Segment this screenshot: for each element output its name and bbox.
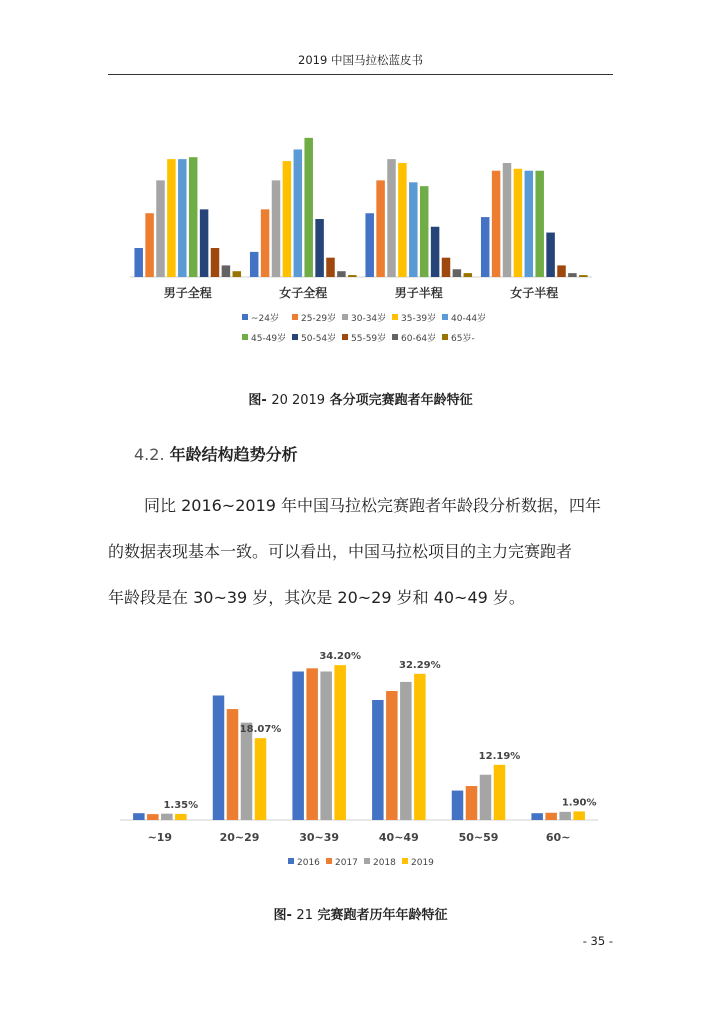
figure-20-chart bbox=[120, 128, 600, 358]
bar-20-0-6 bbox=[200, 209, 209, 277]
bar-21-5-3 bbox=[573, 811, 585, 820]
category-label-21-0: ~19 bbox=[147, 831, 173, 844]
legend-swatch-20-4 bbox=[442, 314, 448, 320]
bar-20-0-7 bbox=[211, 248, 220, 277]
figure-21-caption-text: 完赛跑者历年年龄特征 bbox=[317, 908, 448, 923]
bar-20-1-3 bbox=[283, 161, 292, 277]
figure-21-caption-prefix: 图- bbox=[273, 908, 292, 923]
bar-20-3-9 bbox=[579, 275, 588, 277]
figure-20-caption bbox=[108, 389, 613, 408]
bar-20-3-0 bbox=[481, 217, 490, 277]
bar-21-1-1 bbox=[227, 709, 239, 820]
section-number: 4.2. bbox=[134, 445, 165, 464]
category-label-21-3: 40~49 bbox=[378, 831, 419, 844]
bar-20-0-4 bbox=[178, 159, 187, 277]
bar-21-5-0 bbox=[531, 813, 543, 820]
bar-20-3-3 bbox=[514, 169, 523, 277]
bar-20-3-8 bbox=[568, 273, 577, 277]
bar-21-3-2 bbox=[400, 682, 412, 820]
legend-swatch-20-9 bbox=[442, 334, 448, 340]
bar-20-2-3 bbox=[398, 163, 407, 277]
bar-20-3-1 bbox=[492, 171, 501, 277]
category-label-20-1: 女子全程 bbox=[279, 286, 328, 300]
legend-swatch-20-8 bbox=[392, 334, 398, 340]
legend-swatch-20-7 bbox=[342, 334, 348, 340]
legend-label-20-7: 55-59岁 bbox=[351, 334, 387, 344]
bar-21-1-0 bbox=[213, 695, 225, 820]
bar-21-5-2 bbox=[559, 812, 571, 820]
header-title: 2019 中国马拉松蓝皮书 bbox=[298, 53, 423, 67]
category-label-21-2: 30~39 bbox=[299, 831, 340, 844]
bar-20-3-5 bbox=[535, 171, 544, 277]
bar-20-1-8 bbox=[337, 271, 346, 277]
bar-21-4-1 bbox=[466, 786, 478, 820]
section-title: 年龄结构趋势分析 bbox=[169, 445, 298, 464]
category-label-21-1: 20~29 bbox=[219, 831, 260, 844]
bar-20-3-7 bbox=[557, 265, 566, 277]
bar-20-2-8 bbox=[453, 269, 462, 277]
bar-21-4-3 bbox=[494, 765, 506, 820]
legend-label-20-8: 60-64岁 bbox=[401, 334, 437, 344]
bar-21-2-3 bbox=[334, 665, 346, 820]
figure-21-chart bbox=[118, 645, 598, 875]
paragraph-line-1: 同比 2016~2019 年中国马拉松完赛跑者年龄段分析数据，四年 bbox=[144, 496, 602, 515]
bar-21-4-2 bbox=[480, 775, 492, 820]
category-label-20-3: 女子半程 bbox=[510, 286, 559, 300]
bar-21-5-1 bbox=[545, 813, 557, 820]
bar-20-1-5 bbox=[304, 138, 313, 277]
page-number: - 35 - bbox=[582, 934, 613, 948]
bar-20-3-2 bbox=[503, 163, 512, 277]
legend-swatch-20-0 bbox=[242, 314, 248, 320]
bar-20-0-1 bbox=[145, 213, 154, 277]
paragraph-line-2: 的数据表现基本一致。可以看出，中国马拉松项目的主力完赛跑者 bbox=[108, 542, 573, 561]
bar-21-2-2 bbox=[320, 671, 332, 820]
data-label-21-2: 34.20% bbox=[319, 651, 361, 663]
legend-swatch-20-1 bbox=[292, 314, 298, 320]
bar-20-0-2 bbox=[156, 180, 165, 277]
bar-20-0-9 bbox=[233, 271, 242, 277]
bar-20-1-0 bbox=[250, 252, 259, 277]
legend-swatch-21-1 bbox=[326, 858, 332, 864]
bar-20-0-5 bbox=[189, 157, 198, 277]
legend-label-20-2: 30-34岁 bbox=[351, 314, 387, 324]
bar-21-0-3 bbox=[175, 814, 187, 820]
legend-label-21-1: 2017 bbox=[335, 858, 358, 868]
bar-20-0-8 bbox=[222, 265, 231, 277]
bar-21-2-1 bbox=[306, 668, 318, 820]
bar-20-1-1 bbox=[261, 209, 270, 277]
bar-20-1-9 bbox=[348, 275, 357, 277]
bar-21-3-3 bbox=[414, 674, 426, 820]
bar-21-4-0 bbox=[452, 791, 464, 820]
bar-20-3-4 bbox=[525, 171, 534, 277]
category-label-21-4: 50~59 bbox=[458, 831, 499, 844]
legend-swatch-20-3 bbox=[392, 314, 398, 320]
bar-21-0-1 bbox=[147, 814, 159, 820]
category-label-21-5: 60~ bbox=[545, 831, 571, 844]
bar-21-1-2 bbox=[241, 723, 253, 820]
bar-20-1-7 bbox=[326, 258, 335, 277]
bar-20-1-2 bbox=[272, 180, 281, 277]
legend-swatch-21-3 bbox=[402, 858, 408, 864]
legend-label-20-1: 25-29岁 bbox=[301, 314, 337, 324]
bar-20-3-6 bbox=[546, 233, 555, 277]
bar-21-0-2 bbox=[161, 814, 173, 820]
figure-21-caption bbox=[108, 904, 613, 923]
bar-21-0-0 bbox=[133, 813, 145, 820]
legend-swatch-20-2 bbox=[342, 314, 348, 320]
bar-20-2-5 bbox=[420, 186, 429, 277]
legend-label-21-0: 2016 bbox=[297, 858, 320, 868]
legend-swatch-20-6 bbox=[292, 334, 298, 340]
legend-label-20-3: 35-39岁 bbox=[401, 314, 437, 324]
bar-20-2-2 bbox=[387, 159, 396, 277]
bar-21-1-3 bbox=[255, 738, 267, 820]
paragraph-line-3: 年龄段是在 30~39 岁，其次是 20~29 岁和 40~49 岁。 bbox=[108, 588, 525, 607]
bar-20-2-9 bbox=[464, 273, 473, 277]
legend-label-20-9: 65岁- bbox=[451, 334, 475, 344]
data-label-21-4: 12.19% bbox=[478, 750, 521, 762]
data-label-21-5: 1.90% bbox=[561, 797, 597, 809]
page-header bbox=[108, 52, 613, 75]
legend-label-20-0: ~24岁 bbox=[251, 314, 279, 324]
data-label-21-1: 18.07% bbox=[239, 724, 282, 736]
bar-20-0-3 bbox=[167, 159, 176, 277]
bar-21-3-1 bbox=[386, 691, 398, 820]
legend-swatch-20-5 bbox=[242, 334, 248, 340]
legend-swatch-21-0 bbox=[288, 858, 294, 864]
figure-20-caption-text: 各分项完赛跑者年龄特征 bbox=[329, 393, 473, 408]
category-label-20-0: 男子全程 bbox=[163, 286, 212, 300]
bar-20-2-0 bbox=[365, 213, 374, 277]
section-heading bbox=[134, 442, 298, 465]
legend-label-21-2: 2018 bbox=[373, 858, 396, 868]
category-label-20-2: 男子半程 bbox=[394, 286, 443, 300]
bar-20-1-6 bbox=[315, 219, 324, 277]
bar-20-2-1 bbox=[376, 180, 385, 277]
bar-21-3-0 bbox=[372, 700, 384, 820]
figure-21-caption-num: 21 bbox=[296, 908, 313, 923]
bar-20-2-7 bbox=[442, 258, 451, 277]
data-label-21-3: 32.29% bbox=[399, 659, 441, 671]
legend-label-20-5: 45-49岁 bbox=[251, 334, 287, 344]
bar-20-2-4 bbox=[409, 182, 418, 277]
bar-20-0-0 bbox=[134, 248, 143, 277]
legend-label-20-4: 40-44岁 bbox=[451, 314, 487, 324]
legend-label-20-6: 50-54岁 bbox=[301, 334, 337, 344]
figure-20-caption-num: 20 2019 bbox=[271, 393, 326, 408]
data-label-21-0: 1.35% bbox=[163, 799, 199, 811]
bar-20-2-6 bbox=[431, 227, 440, 277]
legend-label-21-3: 2019 bbox=[411, 858, 434, 868]
figure-20-caption-prefix: 图- bbox=[248, 393, 267, 408]
bar-21-2-0 bbox=[292, 671, 304, 820]
bar-20-1-4 bbox=[294, 149, 303, 277]
legend-swatch-21-2 bbox=[364, 858, 370, 864]
